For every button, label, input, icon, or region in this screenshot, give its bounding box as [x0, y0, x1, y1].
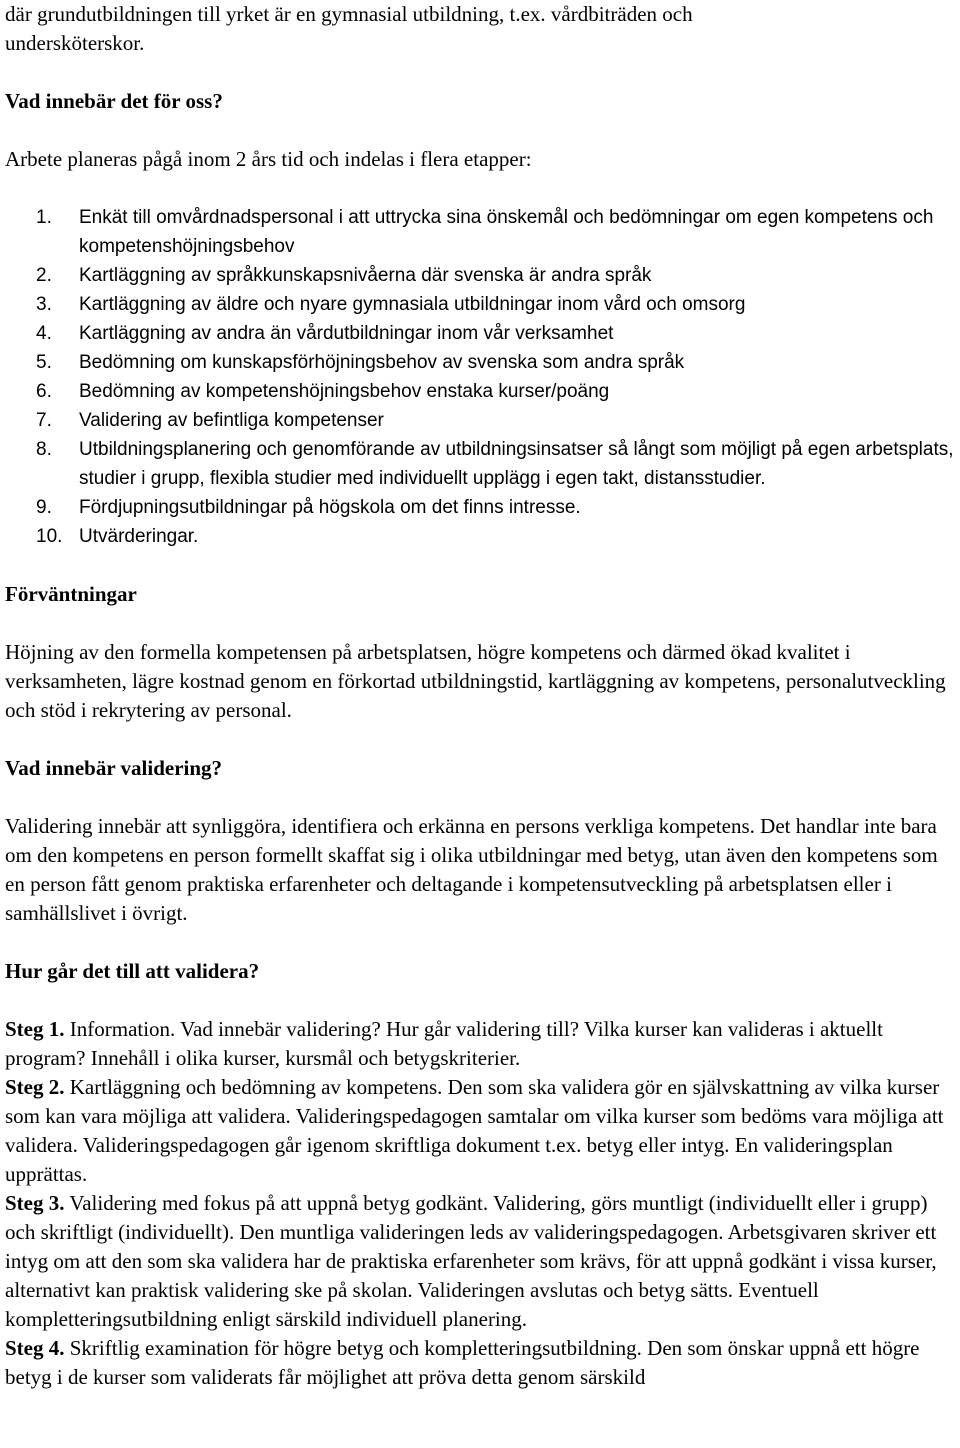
- list-item-number: 9.: [36, 497, 52, 518]
- steps-section: [5, 1015, 955, 1392]
- step-paragraph: [5, 1073, 955, 1189]
- list-item-text: Kartläggning av äldre och nyare gymnasiala utbildningar inom vård och omsorg: [79, 294, 746, 315]
- list-item: [5, 203, 955, 261]
- step-text: Information. Vad innebär validering? Hur går validering till? Vilka kurser kan valideras i aktuellt program? Innehåll i olika kurser, kursmål och betygskriterier.: [5, 1017, 883, 1070]
- step-text: Validering med fokus på att uppnå betyg godkänt. Validering, görs muntligt (individuellt eller i grupp) och skriftligt (individuellt). Den muntliga valideringen leds av valideringspedagogen. Arbetsgivaren skriver ett intyg om att den som ska validera har de praktiska erfarenheter som krävs, för att uppnå godkänt i vissa kurser, alternativt kan praktisk validering ske på skolan. Valideringen avslutas och betyg sätts. Eventuell kompletteringsutbildning enligt särskild individuell planering.: [5, 1191, 937, 1331]
- list-item: [5, 377, 955, 406]
- list-item-number: 8.: [36, 439, 52, 460]
- list-item-number: 2.: [36, 265, 52, 286]
- list-item: [5, 493, 955, 522]
- heading-forvantningar: Förväntningar: [5, 582, 137, 606]
- step-paragraph: [5, 1334, 955, 1392]
- step-paragraph: [5, 1189, 955, 1334]
- list-item-number: 4.: [36, 323, 52, 344]
- list-item: [5, 261, 955, 290]
- list-item: [5, 319, 955, 348]
- list-item-text: Fördjupningsutbildningar på högskola om det finns intresse.: [79, 497, 581, 518]
- list-item: [5, 435, 955, 493]
- etapper-lead: Arbete planeras pågå inom 2 års tid och indelas i flera etapper:: [5, 147, 532, 171]
- intro-line-1: där grundutbildningen till yrket är en gymnasial utbildning, t.ex. vårdbiträden och: [5, 2, 693, 26]
- list-item-text: Utbildningsplanering och genomförande av utbildningsinsatser så långt som möjligt på egen arbetsplats, studier i grupp, flexibla studier med individuellt upplägg i egen takt, distansstudier.: [79, 439, 954, 489]
- list-item: [5, 348, 955, 377]
- list-item-number: 5.: [36, 352, 52, 373]
- list-item-text: Kartläggning av språkkunskapsnivåerna där svenska är andra språk: [79, 265, 652, 286]
- heading-vad-innebar-oss: Vad innebär det för oss?: [5, 89, 223, 113]
- list-item-text: Validering av befintliga kompetenser: [79, 410, 384, 431]
- step-label: Steg 3.: [5, 1191, 65, 1215]
- step-label: Steg 2.: [5, 1075, 65, 1099]
- list-item-text: Enkät till omvårdnadspersonal i att uttrycka sina önskemål och bedömningar om egen kompetens och kompetenshöjningsbehov: [79, 207, 934, 257]
- intro-line-2: undersköterskor.: [5, 31, 145, 55]
- list-item-text: Bedömning om kunskapsförhöjningsbehov av svenska som andra språk: [79, 352, 685, 373]
- list-item-text: Bedömning av kompetenshöjningsbehov enstaka kurser/poäng: [79, 381, 610, 402]
- list-item-number: 7.: [36, 410, 52, 431]
- validering-body: Validering innebär att synliggöra, identifiera och erkänna en persons verkliga kompetens. Det handlar inte bara om den kompetens en person formellt skaffat sig i olika utbildningar med betyg, utan även den kompetens som en person fått genom praktiska erfarenheter och deltagande i kompetensutveckling på arbetsplatsen eller i samhällslivet i övrigt.: [5, 814, 938, 925]
- list-item-text: Kartläggning av andra än vårdutbildningar inom vår verksamhet: [79, 323, 614, 344]
- step-label: Steg 4.: [5, 1336, 65, 1360]
- intro-paragraph: [5, 0, 955, 58]
- list-item: [5, 406, 955, 435]
- step-paragraph: [5, 1015, 955, 1073]
- document-page: [5, 0, 955, 1392]
- list-item-number: 3.: [36, 294, 52, 315]
- list-item-number: 6.: [36, 381, 52, 402]
- etapper-list: [5, 203, 955, 551]
- list-item: [5, 522, 955, 551]
- heading-hur-gar-det-till: Hur går det till att validera?: [5, 959, 260, 983]
- list-item-number: 1.: [36, 207, 52, 228]
- list-item-text: Utvärderingar.: [79, 526, 199, 547]
- list-item: [5, 290, 955, 319]
- heading-vad-innebar-validering: Vad innebär validering?: [5, 756, 223, 780]
- forvantningar-body: Höjning av den formella kompetensen på arbetsplatsen, högre kompetens och därmed ökad kvalitet i verksamheten, lägre kostnad genom en förkortad utbildningstid, kartläggning av kompetens, personalutveckling och stöd i rekrytering av personal.: [5, 640, 946, 722]
- step-label: Steg 1.: [5, 1017, 65, 1041]
- step-text: Kartläggning och bedömning av kompetens. Den som ska validera gör en självskattning av vilka kurser som kan vara möjliga att validera. Valideringspedagogen samtalar om vilka kurser som bedöms vara möjliga att validera. Valideringspedagogen går igenom skriftliga dokument t.ex. betyg eller intyg. En valideringsplan upprättas.: [5, 1075, 944, 1186]
- list-item-number: 10.: [36, 526, 63, 547]
- step-text: Skriftlig examination för högre betyg och kompletteringsutbildning. Den som önskar uppnå ett högre betyg i de kurser som validerats får möjlighet att pröva detta genom särskild: [5, 1336, 920, 1389]
